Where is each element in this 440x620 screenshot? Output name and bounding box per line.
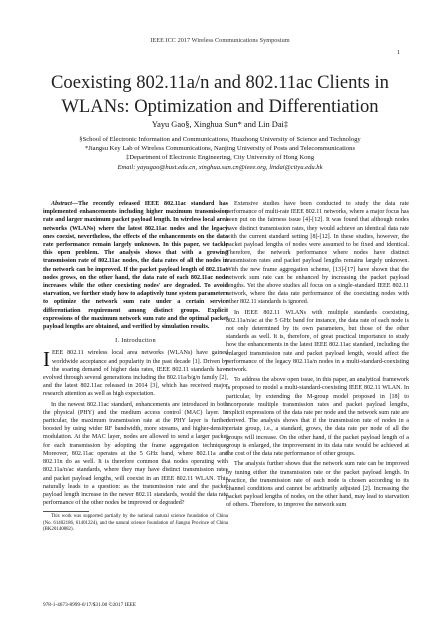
- right-paragraph-3: To address the above open issue, in this paper, an analytical framework is proposed to model a multi-standard-coexisting IEEE 802.11 WLAN. In particular, by extending the M-group model proposed in [18] to incorporate multiple transmission rates and packet payload lengths, explicit expressions of the data rate per node and the network sum rate are derived. The analysis shows that if the transmission rate of nodes in a certain group, i.e., a standard, grows, the data rate per node of all the groups will increase. On the other hand, if the packet payload length of a group is enlarged, the improvement in its data rate would be achieved at the cost of the data rate performance of other groups.: [226, 377, 409, 458]
- abstract: [43, 200, 228, 331]
- affiliation-njupt: *Jiangsu Key Lab of Wireless Communications, Nanjing University of Posts and Telecommunications: [84, 145, 356, 153]
- funding-footnote: This work was supported partially by the national natural science foundation of China (No. 61402186, 61401224), and the natural science foundation of Jiangsu Province of China (BK20140882).: [43, 514, 228, 532]
- copyright-notice: 978-1-4673-8999-0/17/$31.00 ©2017 IEEE: [43, 602, 137, 608]
- footnote-divider: [43, 511, 89, 512]
- left-column: [43, 200, 228, 535]
- paper-title: Coexisting 802.11a/n and 802.11ac Clients in WLANs: Optimization and Differentiation: [51, 72, 389, 117]
- conference-header: IEEE ICC 2017 Wireless Communications Symposium: [150, 37, 290, 44]
- drop-cap: I: [43, 347, 50, 372]
- page-number: 1: [397, 50, 400, 56]
- affiliation-cityu: ‡Department of Electronic Engineering, City University of Hong Kong: [125, 154, 315, 162]
- intro-paragraph-2: In the newest 802.11ac standard, enhancements are introduced in both the physical (PHY) and the medium access control (MAC) layer. In particular, the maximum transmission rate at the PHY layer is further boosted by using wider RF bandwidth, more streams, and higher-density modulation. At the MAC layer, nodes are allowed to send a larger packet for each transmission by adopting the frame aggregation technique. Moreover, 802.11ac operates at the 5 GHz band, where 802.11a and 802.11n do as well. It is therefore common that nodes operating with 802.11a/n/ac standards, where they may have distinct transmission rates and packet payload lengths, will coexist in an IEEE 802.11 WLAN. This naturally leads to a question: as the transmission rate and the packet payload length increase in the newer 802.11 standards, would the data rate performance of the other nodes be improved or degraded?: [43, 401, 228, 507]
- affiliation-hust: §School of Electronic Information and Communications, Huazhong University of Science and Technology: [79, 136, 361, 143]
- section-heading-introduction: I. Introduction: [115, 337, 156, 345]
- abstract-text: —The recently released IEEE 802.11ac standard has implemented enhancements including higher maximum transmission rate and larger maximum packet payload length. In wireless local area networks (WLANs) where the latest 802.11ac nodes and the legacy ones coexist, nevertheless, the effects of the enhancements on the data rate performance remain largely unknown. In this paper, we tackle this open problem. The analysis shows that with a growing transmission rate of 802.11ac nodes, the data rates of all the nodes in the network can be improved. If the packet payload length of 802.11ac nodes grows, on the other hand, the data rate of each 802.11ac node increases while the other coexisting nodes' are degraded. To avoid starvation, we further study how to adaptively tune system parameters to optimize the network sum rate under a certain service differentiation requirement among distinct groups. Explicit expressions of the maximum network sum rate and the optimal packet payload lengths are obtained, and verified by simulation results.: [43, 201, 228, 331]
- author-emails: Email: yayugao@hust.edu.cn, xinghua.sun.cn@ieee.org, lindai@cityu.edu.hk: [117, 163, 323, 171]
- right-paragraph-2: In IEEE 802.11 WLANs with multiple standards coexisting, 802.11a/n/ac at the 5 GHz band for instance, the data rate of each node is not only determined by its own parameters, but those of the other standards as well. It is, therefore, of great practical importance to study how the enhancements in the latest IEEE 802.11ac standard, including the enlarged transmission rate and packet payload length, would affect the performance of the legacy 802.11a/n nodes in a multi-standard-coexisting network.: [226, 309, 409, 374]
- abstract-label: Abstract: [51, 201, 72, 207]
- right-column: [226, 200, 409, 512]
- intro-paragraph-1: [43, 349, 228, 398]
- right-paragraph-4: The analysis further shows that the network sum rate can be improved by tuning either the transmission rate or the packet payload length. In practice, the transmission rate of each node is chosen according to its channel conditions and cannot be arbitrarily adjusted [2]. Increasing the packet payload lengths of nodes, on the other hand, may lead to starvation of others. Therefore, to improve the network sum: [226, 461, 409, 509]
- author-list: Yayu Gao§, Xinghua Sun* and Lin Dai‡: [151, 120, 289, 129]
- right-paragraph-1: Extensive studies have been conducted to study the data rate performance of multi-rate IEEE 802.11 networks, where a major focus has been put on the fairness issue [4]-[12]. It was found that although nodes have distinct transmission rates, they would achieve an identical data rate with the current standard setting [8]-[12]. In these studies, however, the packet payload lengths of nodes were assumed to be fixed and identical. Therefore, the network performance where nodes have distinct transmission rates and packet payload lengths remains largely unknown. With the new frame aggregation scheme, [13]-[17] have shown that the network sum rate can be enhanced by increasing the packet payload lengths. Yet the above studies all focus on a single-standard IEEE 802.11 network, where the data rate performance of the coexisting nodes with other 802.11 standards is ignored.: [226, 201, 409, 306]
- affiliations: [20, 135, 420, 172]
- intro-paragraph-1-text: EEE 802.11 wireless local area networks (WLANs) have gained worldwide acceptance and popularity in the past decade [1]. Driven by the soaring demand of higher data rates, IEEE 802.11 standards have evolved through several generations including the 802.11a/b/g/n family [2], and the latest 802.11ac released in 2014 [3], which has received major research attention as well as high expectation.: [43, 350, 228, 398]
